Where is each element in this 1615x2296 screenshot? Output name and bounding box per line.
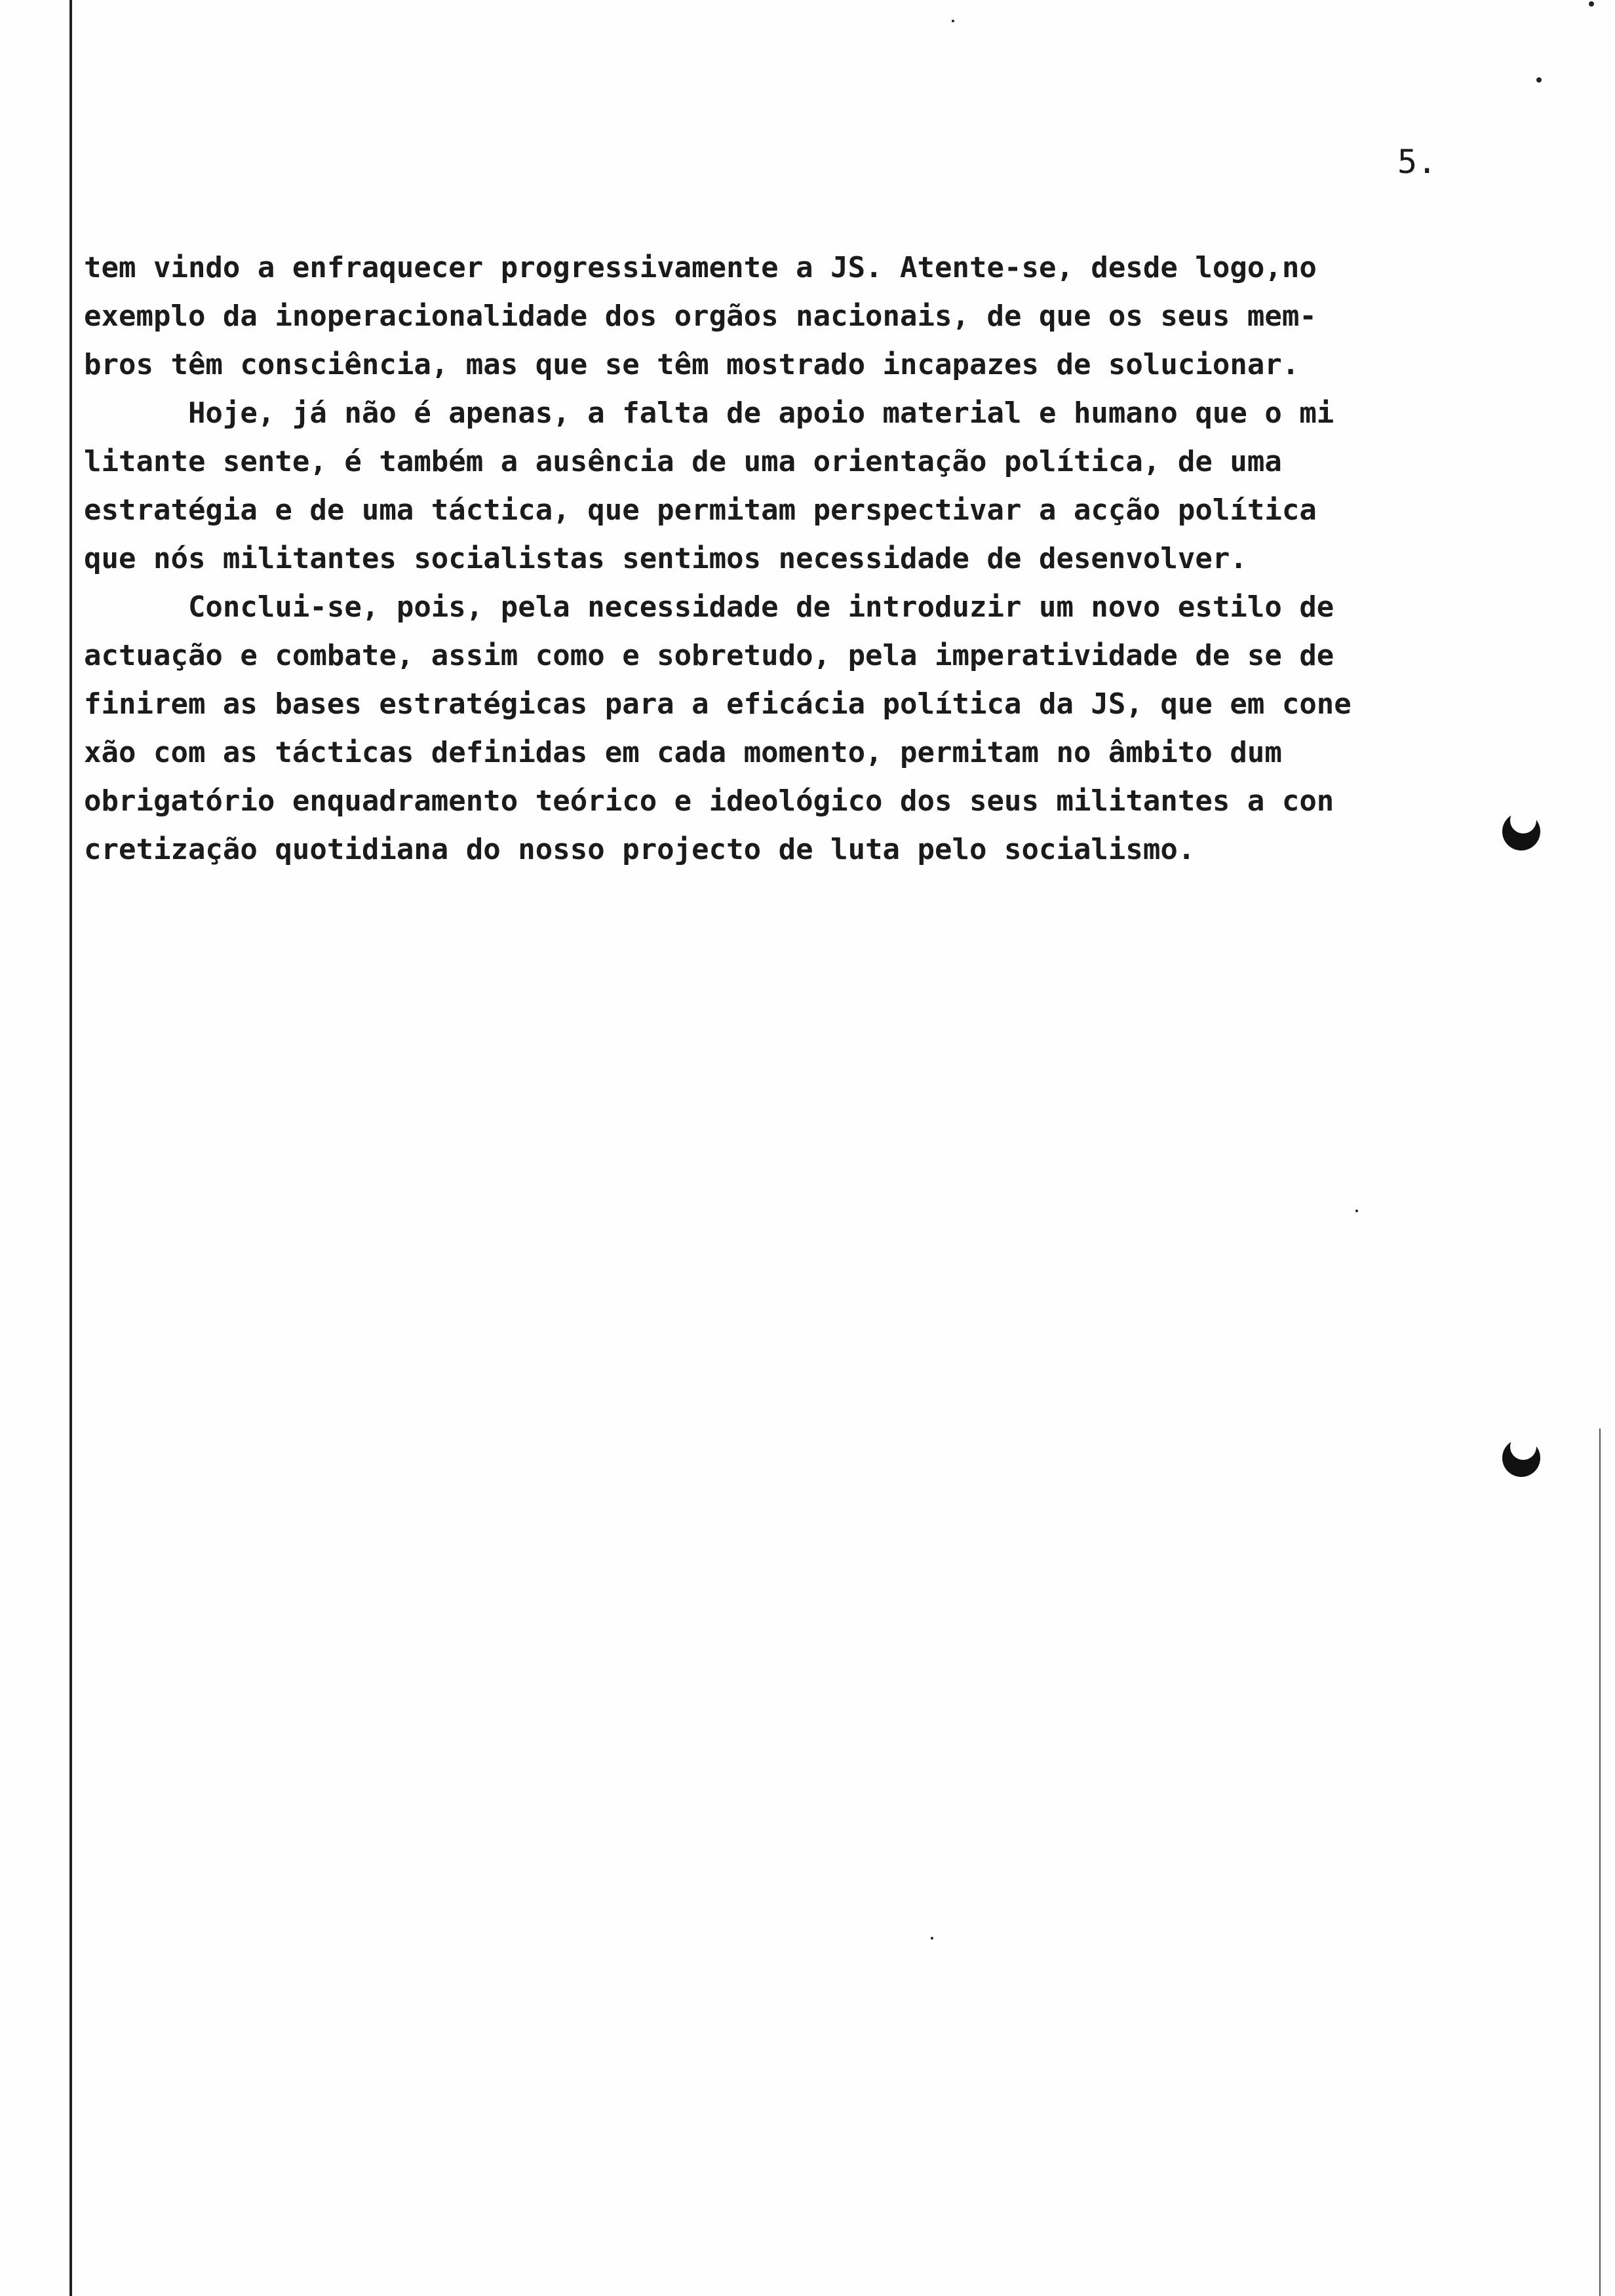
punch-hole-mark	[1502, 1439, 1540, 1477]
page-number: 5.	[1397, 143, 1437, 181]
text-line: exemplo da inoperacionalidade dos orgãos nacionais, de que os seus mem-	[84, 299, 1317, 333]
left-margin-rule	[69, 0, 72, 2296]
text-line: bros têm consciência, mas que se têm mostrado incapazes de solucionar.	[84, 348, 1300, 381]
text-line: estratégia e de uma táctica, que permitam perspectivar a acção política	[84, 493, 1317, 527]
text-line: xão com as tácticas definidas em cada momento, permitam no âmbito dum	[84, 736, 1282, 769]
text-line: tem vindo a enfraquecer progressivamente a JS. Atente-se, desde logo,no	[84, 251, 1317, 284]
text-line: finirem as bases estratégicas para a eficácia política da JS, que em cone	[84, 687, 1352, 721]
text-line: que nós militantes socialistas sentimos necessidade de desenvolver.	[84, 542, 1247, 575]
text-line: Conclui-se, pois, pela necessidade de introduzir um novo estilo de	[84, 590, 1334, 624]
text-line: cretização quotidiana do nosso projecto de luta pelo socialismo.	[84, 833, 1196, 866]
scan-speck	[1536, 77, 1542, 83]
text-line: actuação e combate, assim como e sobretudo, pela imperatividade de se de	[84, 639, 1334, 672]
scan-speck	[931, 1937, 933, 1940]
punch-hole-mark	[1502, 813, 1540, 851]
scan-speck	[1355, 1210, 1358, 1212]
text-line: Hoje, já não é apenas, a falta de apoio material e humano que o mi	[84, 396, 1334, 430]
scan-speck	[952, 20, 954, 22]
text-line: litante sente, é também a ausência de uma orientação política, de uma	[84, 445, 1282, 478]
right-edge-shadow	[1599, 1428, 1601, 2296]
scan-speck	[1589, 1, 1594, 7]
text-line: obrigatório enquadramento teórico e ideológico dos seus militantes a con	[84, 784, 1334, 818]
body-text	[84, 244, 1480, 874]
